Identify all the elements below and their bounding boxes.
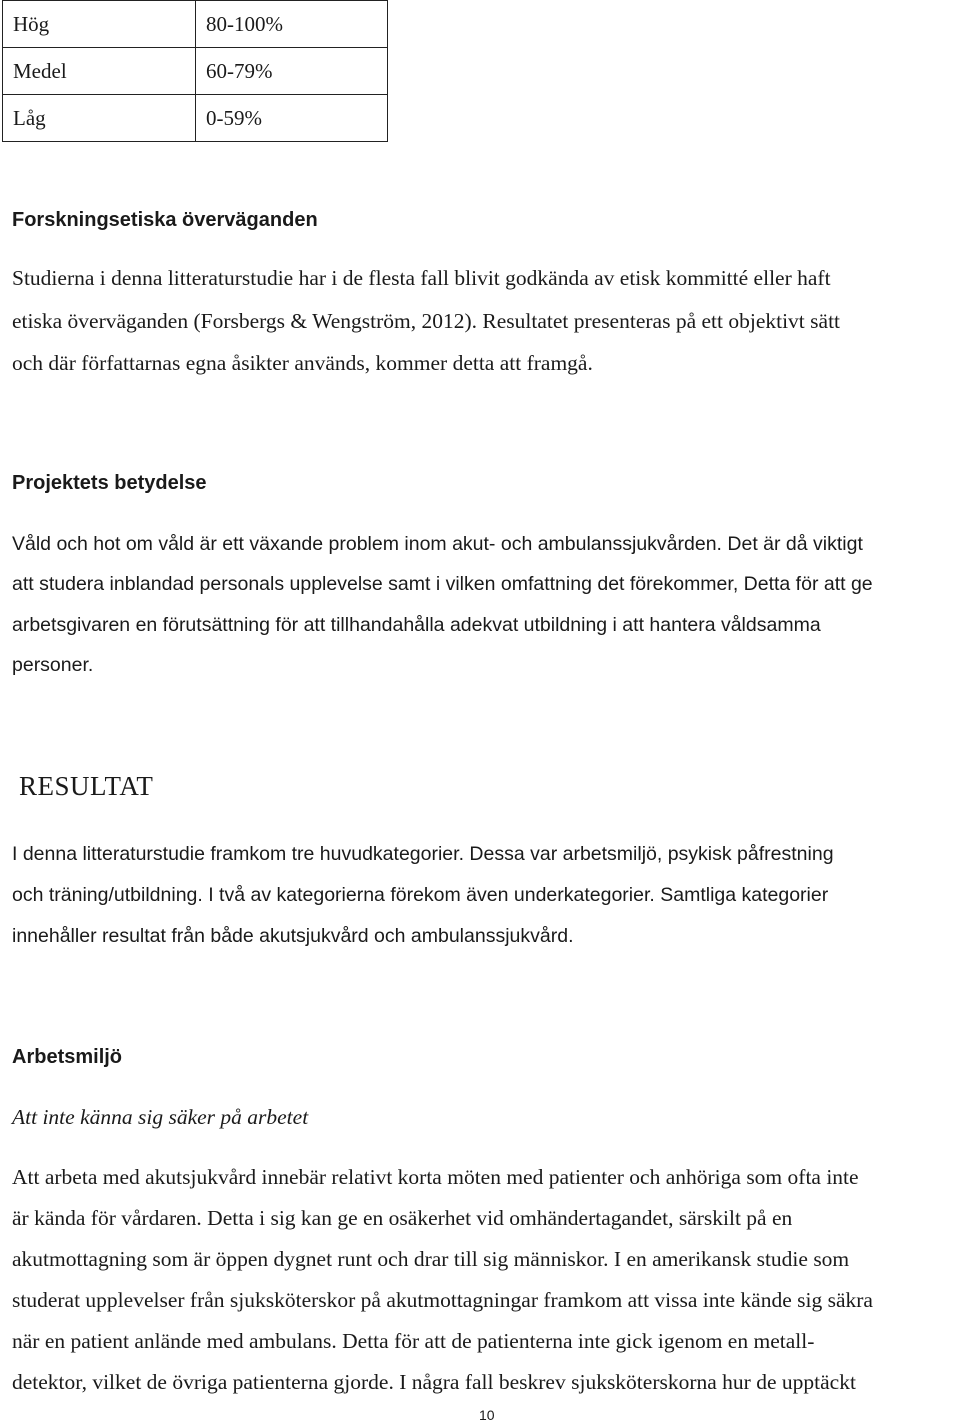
grade-table <box>2 0 388 142</box>
result-heading: RESULTAT <box>19 771 154 801</box>
ethics-line: Studierna i denna litteraturstudie har i de flesta fall blivit godkända av etisk kommitté eller haft <box>12 266 831 290</box>
page-number: 10 <box>479 1407 495 1423</box>
ethics-heading: Forskningsetiska överväganden <box>12 209 318 231</box>
ethics-line: och där författarnas egna åsikter används, kommer detta att framgå. <box>12 351 593 375</box>
table-cell-range: 60-79% <box>196 48 388 95</box>
table-cell-level: Hög <box>3 1 196 48</box>
significance-line: arbetsgivaren en förutsättning för att tillhandahålla adekvat utbildning i att hantera våldsamma <box>12 614 821 636</box>
significance-line: att studera inblandad personals upplevelse samt i vilken omfattning det förekommer, Detta för att ge <box>12 573 873 595</box>
work-env-line: detektor, vilket de övriga patienterna gjorde. I några fall beskrev sjuksköterskorna hur de upptäckt <box>12 1370 856 1394</box>
work-env-line: när en patient anlände med ambulans. Detta för att de patienterna inte gick igenom en metall- <box>12 1329 815 1353</box>
work-env-line: är kända för vårdaren. Detta i sig kan ge en osäkerhet vid omhändertagandet, särskilt på en <box>12 1206 793 1230</box>
work-env-heading: Arbetsmiljö <box>12 1046 123 1068</box>
significance-line: personer. <box>12 654 94 676</box>
ethics-line: etiska överväganden (Forsbergs & Wengström, 2012). Resultatet presenteras på ett objektivt sätt <box>12 309 841 333</box>
result-line: I denna litteraturstudie framkom tre huvudkategorier. Dessa var arbetsmiljö, psykisk påfrestning <box>12 843 834 865</box>
table-row <box>3 1 388 48</box>
work-env-subheading: Att inte känna sig säker på arbetet <box>12 1105 309 1129</box>
result-line: innehåller resultat från både akutsjukvård och ambulanssjukvård. <box>12 925 574 947</box>
work-env-line: studerat upplevelser från sjuksköterskor på akutmottagningar framkom att vissa inte kände sig säkra <box>12 1288 873 1312</box>
table-cell-level: Låg <box>3 95 196 142</box>
significance-line: Våld och hot om våld är ett växande problem inom akut- och ambulanssjukvården. Det är då viktigt <box>12 533 863 555</box>
table-cell-level: Medel <box>3 48 196 95</box>
table-row <box>3 48 388 95</box>
table-row <box>3 95 388 142</box>
table-cell-range: 80-100% <box>196 1 388 48</box>
result-line: och träning/utbildning. I två av kategorierna förekom även underkategorier. Samtliga kategorier <box>12 884 829 906</box>
work-env-line: akutmottagning som är öppen dygnet runt och drar till sig människor. I en amerikansk studie som <box>12 1247 850 1271</box>
work-env-line: Att arbeta med akutsjukvård innebär relativt korta möten med patienter och anhöriga som ofta inte <box>12 1165 859 1189</box>
table-cell-range: 0-59% <box>196 95 388 142</box>
significance-heading: Projektets betydelse <box>12 472 207 494</box>
